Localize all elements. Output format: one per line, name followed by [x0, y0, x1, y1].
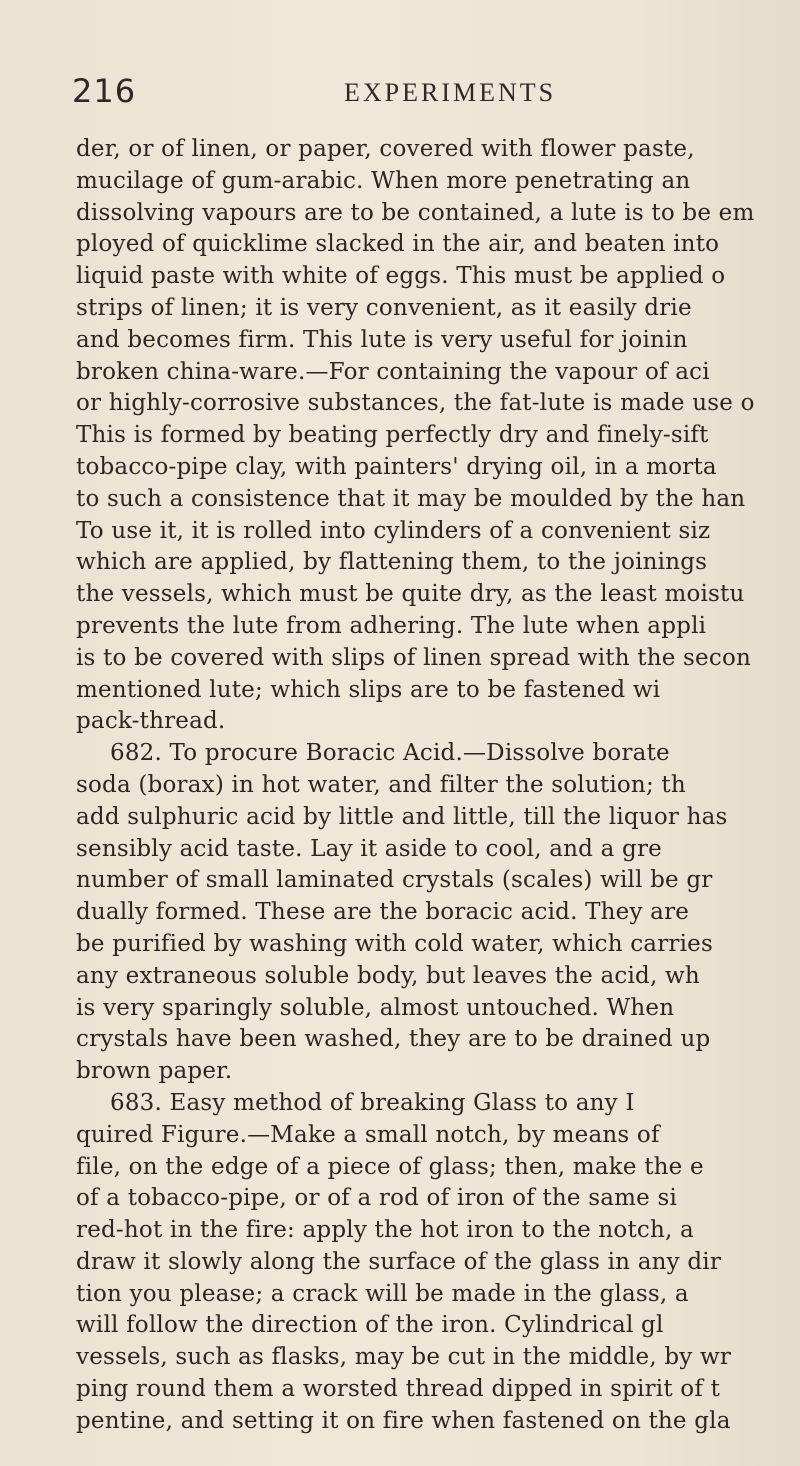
text-line: To use it, it is rolled into cylinders of a convenient siz: [76, 517, 711, 544]
text-line: This is formed by beating perfectly dry and finely-sift: [76, 422, 709, 449]
text-line: which are applied, by flattening them, to the joinings: [76, 549, 708, 576]
text-line: ployed of quicklime slacked in the air, and beaten into: [76, 231, 720, 258]
text-line: quired Figure.—Make a small notch, by means of: [76, 1121, 660, 1148]
text-line: pack-thread.: [76, 708, 226, 735]
text-line: strips of linen; it is very convenient, as it easily drie: [76, 294, 692, 321]
paragraph-682-start: 682. To procure Boracic Acid.—Dissolve borate: [110, 740, 670, 767]
text-line: draw it slowly along the surface of the glass in any dir: [76, 1248, 722, 1275]
text-line: red-hot in the fire: apply the hot iron to the notch, a: [76, 1217, 694, 1244]
text-line: tion you please; a crack will be made in the glass, a: [76, 1280, 689, 1307]
text-line: dissolving vapours are to be contained, a lute is to be em: [76, 199, 755, 226]
text-line: mentioned lute; which slips are to be fastened wi: [76, 676, 661, 703]
text-line: broken china-ware.—For containing the vapour of aci: [76, 358, 710, 385]
text-line: pentine, and setting it on fire when fastened on the gla: [76, 1407, 731, 1434]
text-line: be purified by washing with cold water, which carries: [76, 930, 713, 957]
text-line: any extraneous soluble body, but leaves the acid, wh: [76, 962, 700, 989]
text-line: liquid paste with white of eggs. This must be applied o: [76, 263, 726, 290]
text-line: file, on the edge of a piece of glass; then, make the e: [76, 1153, 704, 1180]
text-line: will follow the direction of the iron. Cylindrical gl: [76, 1312, 664, 1339]
text-line: prevents the lute from adhering. The lute when appli: [76, 612, 707, 639]
text-line: tobacco-pipe clay, with painters' drying oil, in a morta: [76, 453, 717, 480]
text-line: sensibly acid taste. Lay it aside to cool, and a gre: [76, 835, 662, 862]
running-head: EXPERIMENTS: [344, 78, 557, 107]
text-line: vessels, such as flasks, may be cut in the middle, by wr: [76, 1344, 732, 1371]
text-line: is to be covered with slips of linen spread with the secon: [76, 644, 752, 671]
text-line: mucilage of gum-arabic. When more penetrating an: [76, 167, 691, 194]
text-line: ping round them a worsted thread dipped in spirit of t: [76, 1376, 721, 1403]
text-line: add sulphuric acid by little and little, till the liquor has: [76, 803, 728, 830]
body-text: [76, 134, 800, 1438]
text-line: number of small laminated crystals (scales) will be gr: [76, 867, 713, 894]
text-line: der, or of linen, or paper, covered with flower paste,: [76, 136, 695, 162]
text-line: is very sparingly soluble, almost untouched. When: [76, 994, 675, 1021]
text-line: brown paper.: [76, 1058, 233, 1085]
text-line: crystals have been washed, they are to be drained up: [76, 1026, 711, 1053]
page-number: 216: [72, 72, 137, 110]
text-line: dually formed. These are the boracic acid. They are: [76, 899, 690, 926]
paragraph-683-start: 683. Easy method of breaking Glass to any I: [110, 1089, 635, 1116]
text-line: or highly-corrosive substances, the fat-lute is made use o: [76, 390, 755, 417]
text-line: of a tobacco-pipe, or of a rod of iron of the same si: [76, 1185, 678, 1212]
text-line: soda (borax) in hot water, and filter the solution; th: [76, 771, 686, 798]
text-line: and becomes firm. This lute is very useful for joinin: [76, 326, 688, 353]
text-line: the vessels, which must be quite dry, as the least moistu: [76, 581, 745, 608]
text-line: to such a consistence that it may be moulded by the han: [76, 485, 746, 512]
page-header: [72, 72, 792, 112]
